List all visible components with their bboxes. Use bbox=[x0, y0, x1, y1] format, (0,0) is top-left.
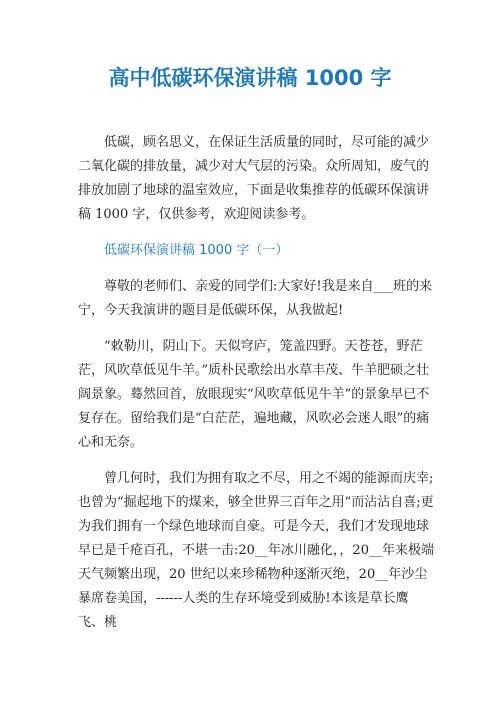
body-paragraph: 曾几何时，我们为拥有取之不尽，用之不竭的能源而庆幸;也曾为“掘起地下的煤来，够全世界三百年之用”而沾沾自喜;更为我们拥有一个绿色地球而自豪。可是今天，我们才发现地球早已是千疮百孔，不堪一击:20__年冰川融化，，20__年来极端天气频繁出现，20 世纪以来珍稀物种逐渐灭绝，20__年沙尘暴席卷美国，------人类的生存环境受到威胁!本该是草长鹰飞、桃 bbox=[78, 471, 434, 630]
intro-paragraph: 低碳，顾名思义，在保证生活质量的同时，尽可能的减少二氧化碳的排放量，减少对大气层的污染。众所周知，废气的排放加剧了地球的温室效应，下面是收集推荐的低碳环保演讲稿 1000 字，仅供参考，欢迎阅读参考。 bbox=[78, 135, 430, 222]
document-title: 高中低碳环保演讲稿 1000 字 bbox=[108, 66, 392, 90]
document-body bbox=[78, 131, 434, 635]
body-paragraph: 尊敬的老师们、亲爱的同学们:大家好!我是来自___班的来宁，今天我演讲的题目是低碳环保，从我做起! bbox=[78, 279, 433, 318]
section-heading: 低碳环保演讲稿 1000 字（一） bbox=[104, 243, 289, 258]
body-paragraph: “敕勒川，阴山下。天似穹庐，笼盖四野。天苍苍，野茫茫，风吹草低见牛羊。”质朴民歌绘出水草丰茂、牛羊肥硕之壮阔景象。蓦然回首，放眼现实“风吹草低见牛羊”的景象早已不复存在。留给我们是“白茫茫，遍地藏，风吹必会迷人眼”的痛心和无奈。 bbox=[78, 339, 430, 450]
